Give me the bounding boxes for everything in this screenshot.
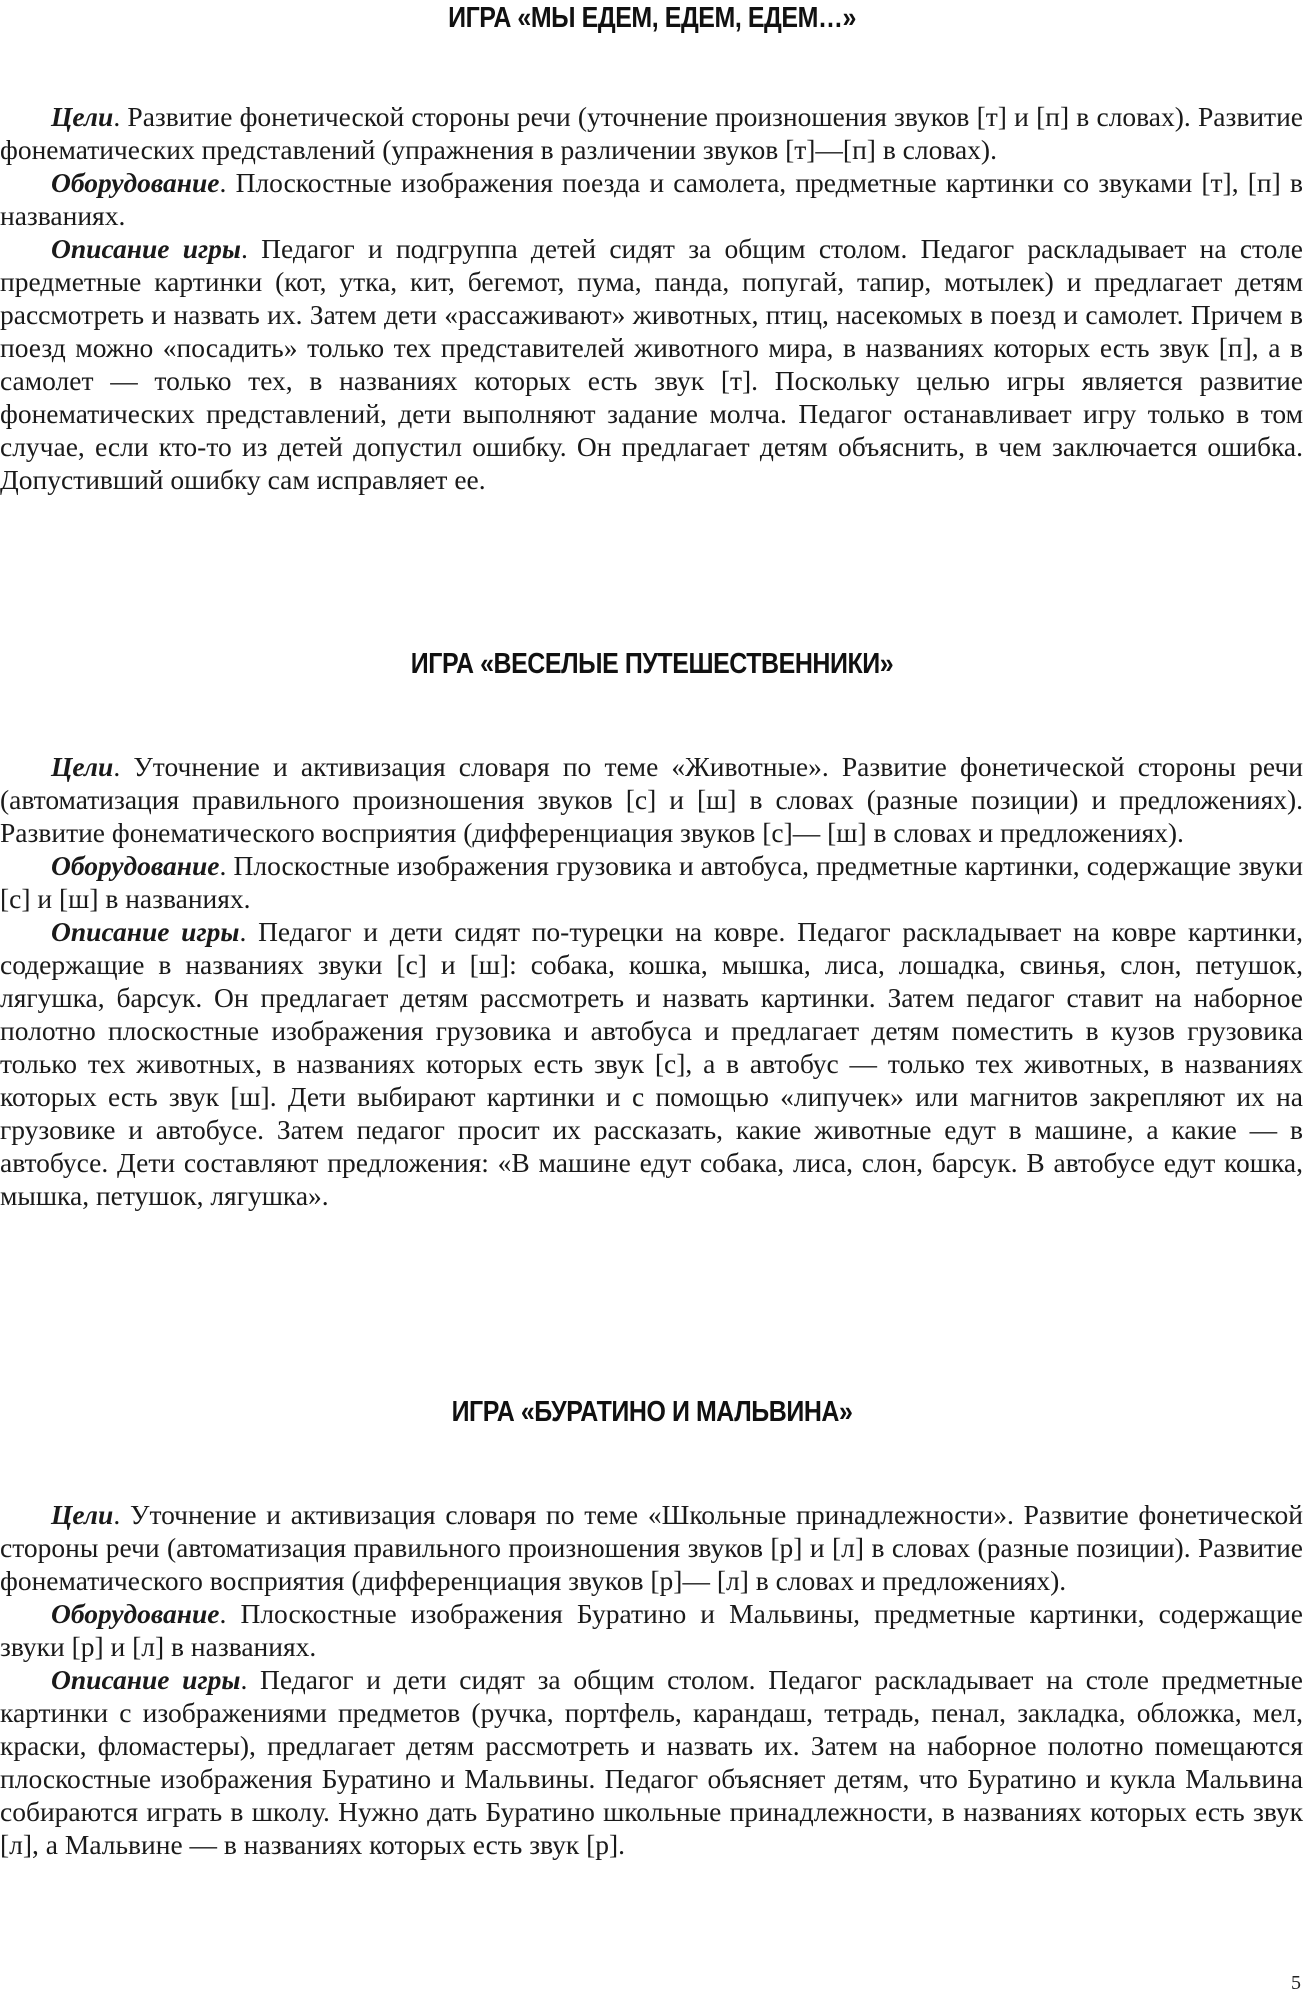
game-title: ИГРА «БУРАТИНО И МАЛЬВИНА»	[451, 1396, 853, 1428]
game-section-3	[0, 1396, 1304, 1429]
game-body-3	[0, 1498, 1303, 1861]
goals-paragraph	[0, 100, 1303, 166]
description-label: Описание игры	[51, 233, 242, 264]
equipment-paragraph	[0, 849, 1303, 915]
description-paragraph	[0, 915, 1303, 1212]
page-number: 5	[1291, 1972, 1301, 1994]
goals-paragraph	[0, 750, 1303, 849]
equipment-paragraph	[0, 166, 1303, 232]
description-text: . Педагог и подгруппа детей сидят за общим столом. Педагог раскладывает на столе предметные картинки (кот, утка, кит, бегемот, пума, панда, попугай, тапир, мотылек) и предлагает детям рассмотреть и назвать их. Затем дети «рассаживают» животных, птиц, насекомых в поезд и самолет. Причем в поезд можно «посадить» только тех представителей животного мира, в названиях которых есть звук [п], а в самолет — только тех, в названиях которых есть звук [т]. Поскольку целью игры является развитие фонематических представлений, дети выполняют задание молча. Педагог останавливает игру только в том случае, если кто-то из детей допустил ошибку. Он предлагает детям объяснить, в чем заключается ошибка. Допустивший ошибку сам исправляет ее.	[0, 233, 1303, 495]
description-text: . Педагог и дети сидят за общим столом. Педагог раскладывает на столе предметные картинки с изображениями предметов (ручка, портфель, карандаш, тетрадь, пенал, закладка, обложка, мел, краски, фломастеры), предлагает детям рассмотреть и назвать их. Затем на наборное полотно помещаются плоскостные изображения Буратино и Мальвины. Педагог объясняет детям, что Буратино и кукла Мальвина собираются играть в школу. Нужно дать Буратино школьные принадлежности, в названиях которых есть звук [л], а Мальвине — в названиях которых есть звук [р].	[0, 1664, 1303, 1860]
goals-paragraph	[0, 1498, 1303, 1597]
game-section-1	[0, 2, 1304, 35]
description-label: Описание игры	[51, 916, 240, 947]
goals-label: Цели	[51, 751, 114, 782]
goals-label: Цели	[51, 1499, 114, 1530]
goals-text: . Уточнение и активизация словаря по теме «Животные». Развитие фонетической стороны речи (автоматизация правильного произношения звуков [с] и [ш] в словах (разные позиции) и предложениях). Развитие фонематического восприятия (дифференциация звуков [с]— [ш] в словах и предложениях).	[0, 751, 1303, 848]
game-body-1	[0, 100, 1303, 496]
game-section-2	[0, 648, 1304, 681]
equipment-text: . Плоскостные изображения грузовика и автобуса, предметные картинки, содержащие звуки [с] и [ш] в названиях.	[0, 850, 1303, 914]
game-body-2	[0, 750, 1303, 1212]
description-paragraph	[0, 232, 1303, 496]
game-title: ИГРА «МЫ ЕДЕМ, ЕДЕМ, ЕДЕМ…»	[448, 2, 856, 34]
equipment-paragraph	[0, 1597, 1303, 1663]
goals-label: Цели	[51, 101, 114, 132]
goals-text: . Развитие фонетической стороны речи (уточнение произношения звуков [т] и [п] в словах). Развитие фонематических представлений (упражнения в различении звуков [т]—[п] в словах).	[0, 101, 1303, 165]
description-paragraph	[0, 1663, 1303, 1861]
equipment-label: Оборудование	[51, 850, 220, 881]
game-title: ИГРА «ВЕСЕЛЫЕ ПУТЕШЕСТВЕННИКИ»	[410, 648, 894, 680]
goals-text: . Уточнение и активизация словаря по теме «Школьные принадлежности». Развитие фонетической стороны речи (автоматизация правильного произношения звуков [р] и [л] в словах (разные позиции). Развитие фонематического восприятия (дифференциация звуков [р]— [л] в словах и предложениях).	[0, 1499, 1303, 1596]
description-text: . Педагог и дети сидят по-турецки на ковре. Педагог раскладывает на ковре картинки, содержащие в названиях звуки [с] и [ш]: собака, кошка, мышка, лиса, лошадка, свинья, слон, петушок, лягушка, барсук. Он предлагает детям рассмотреть и назвать картинки. Затем педагог ставит на наборное полотно плоскостные изображения грузовика и автобуса и предлагает детям поместить в кузов грузовика только тех животных, в названиях которых есть звук [с], а в автобус — только тех животных, в названиях которых есть звук [ш]. Дети выбирают картинки и с помощью «липучек» или магнитов закрепляют их на грузовике и автобусе. Затем педагог просит их рассказать, какие животные едут в машине, а какие — в автобусе. Дети составляют предложения: «В машине едут собака, лиса, слон, барсук. В автобусе едут кошка, мышка, петушок, лягушка».	[0, 916, 1303, 1211]
equipment-text: . Плоскостные изображения Буратино и Мальвины, предметные картинки, содержащие звуки [р] и [л] в названиях.	[0, 1598, 1303, 1662]
equipment-text: . Плоскостные изображения поезда и самолета, предметные картинки со звуками [т], [п] в названиях.	[0, 167, 1303, 231]
equipment-label: Оборудование	[51, 1598, 220, 1629]
equipment-label: Оборудование	[51, 167, 220, 198]
description-label: Описание игры	[51, 1664, 241, 1695]
